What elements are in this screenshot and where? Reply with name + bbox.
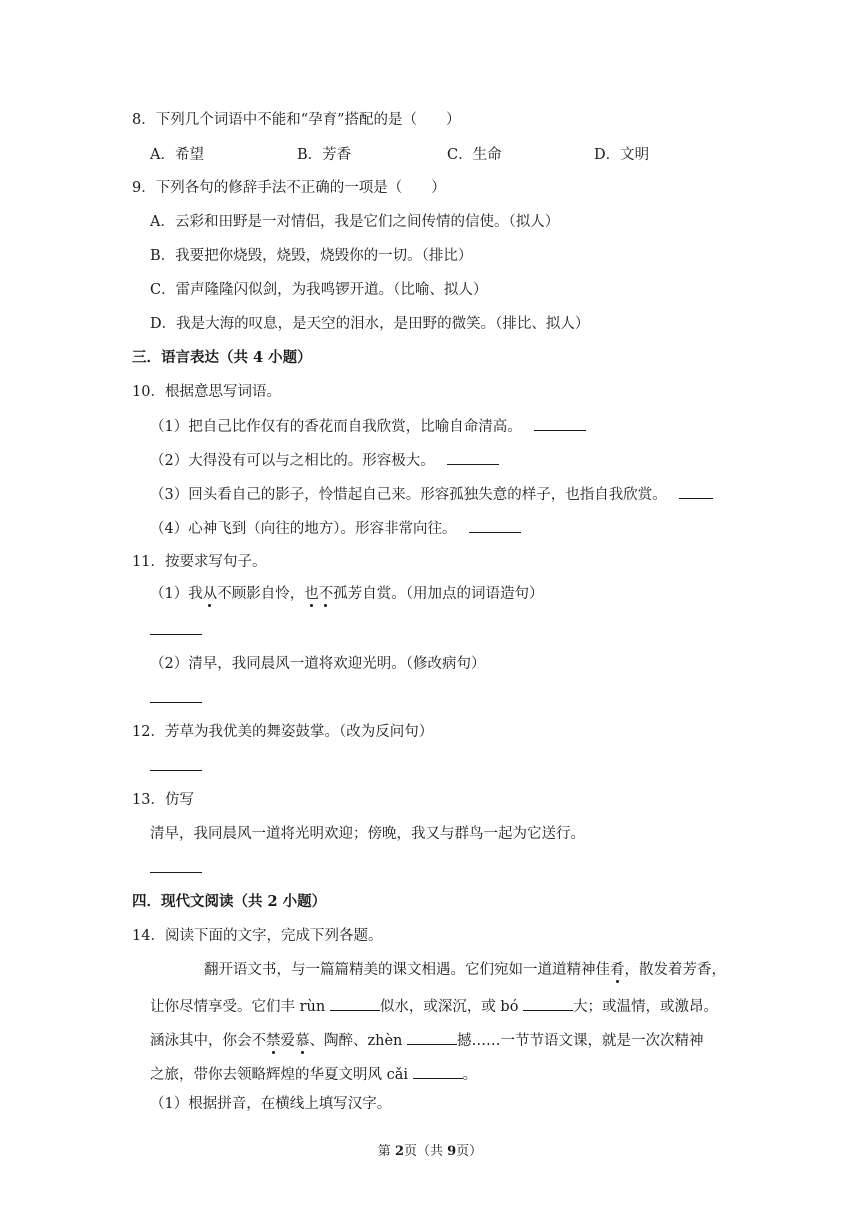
q10-item-1: [150, 416, 586, 437]
q10-item-3-text: （3）回头看自己的影子，怜惜起自己来。形容孤独失意的样子，也指自我欣赏。: [150, 487, 667, 503]
q14-stem: 14．阅读下面的文字，完成下列各题。: [132, 928, 383, 944]
q12-stem: 12．芳草为我优美的舞姿鼓掌。（改为反问句）: [132, 724, 434, 740]
dotted-char: 也: [304, 586, 319, 602]
q11-item-1-text-a: （1）我: [150, 586, 203, 602]
q14-passage-line-1: [204, 960, 726, 980]
footer-text: 页）: [456, 1144, 483, 1159]
q10-item-4-text: （4）心神飞到（向往的地方）。形容非常向往。: [150, 521, 457, 537]
passage-text: 爱: [280, 1033, 295, 1049]
q11-item-2: （2）清早，我同晨风一道将欢迎光明。（修改病句）: [150, 656, 486, 672]
passage-text: 撼……一节节语文课，就是一次次精神: [457, 1033, 704, 1049]
q14-passage-line-4: [150, 1064, 477, 1085]
passage-text: 翻开语文书，与一篇篇精美的课文相遇。它们宛如一道道精神佳: [204, 962, 610, 978]
q8-stem: 8．下列几个词语中不能和“孕育”搭配的是（ ）: [132, 112, 461, 128]
passage-text: 大；或温情，或激昂。: [573, 999, 719, 1015]
q8-option-d: D．文明: [594, 147, 650, 163]
passage-text: 之旅，带你去领略辉煌的华夏文明风 cǎi: [150, 1067, 413, 1083]
passage-text: 。: [462, 1067, 478, 1083]
q11-item-1-text-b: 不顾影自怜，: [217, 586, 305, 602]
answer-blank[interactable]: [150, 756, 202, 771]
q8-option-a: A．希望: [150, 147, 204, 163]
page-number: 2: [394, 1144, 404, 1159]
section-3-heading: 三．语言表达（共 4 小题）: [132, 349, 312, 366]
q10-item-2-text: （2）大得没有可以与之相比的。形容极大。: [150, 453, 435, 469]
q9-option-a: A．云彩和田野是一对情侣，我是它们之间传情的信使。（拟人）: [150, 214, 560, 230]
answer-blank[interactable]: [534, 416, 586, 431]
dotted-char: 不: [318, 586, 334, 602]
footer-text: 页（共: [403, 1144, 448, 1159]
q8-option-c: C．生命: [447, 147, 502, 163]
answer-blank[interactable]: [330, 996, 380, 1011]
dotted-char: 肴: [610, 962, 625, 978]
dotted-char: 慕: [295, 1033, 310, 1049]
answer-blank[interactable]: [413, 1064, 463, 1079]
answer-blank[interactable]: [407, 1030, 457, 1045]
q9-stem: 9．下列各句的修辞手法不正确的一项是（ ）: [132, 180, 446, 196]
q11-item-1-text-c: 孤芳自赏。（用加点的词语造句）: [333, 586, 544, 602]
dotted-char: 禁: [266, 1033, 281, 1049]
q14-sub-question-1: （1）根据拼音，在横线上填写汉字。: [150, 1096, 392, 1112]
passage-text: 、陶醉、zhèn: [309, 1033, 408, 1049]
q9-option-d: D．我是大海的叹息，是天空的泪水，是田野的微笑。（排比、拟人）: [150, 316, 590, 332]
q13-stem: 13．仿写: [132, 792, 194, 808]
passage-text: 让你尽情享受。它们丰 rùn: [150, 999, 330, 1015]
q14-passage-line-3: [150, 1030, 704, 1051]
q10-item-4: [150, 518, 521, 539]
q9-option-c: C．雷声隆隆闪似剑，为我鸣锣开道。（比喻、拟人）: [150, 282, 488, 298]
q13-text: 清早，我同晨风一道将光明欢迎；傍晚，我又与群鸟一起为它送行。: [150, 826, 585, 842]
q14-passage-line-2: [150, 996, 718, 1017]
q10-item-2: [150, 450, 499, 471]
passage-text: ，散发着芳香，: [624, 962, 726, 978]
q8-option-b: B．芳香: [297, 147, 352, 163]
q11-stem: 11．按要求写句子。: [132, 554, 267, 570]
answer-blank[interactable]: [150, 688, 202, 703]
page-footer: [0, 1140, 860, 1159]
answer-blank[interactable]: [523, 996, 573, 1011]
answer-blank[interactable]: [469, 518, 521, 533]
q9-option-b: B．我要把你烧毁，烧毁，烧毁你的一切。（排比）: [150, 248, 473, 264]
q10-item-1-text: （1）把自己比作仅有的香花而自我欣赏，比喻自命清高。: [150, 419, 522, 435]
q10-stem: 10．根据意思写词语。: [132, 384, 281, 400]
passage-text: 似水，或深沉，或 bó: [379, 999, 524, 1015]
q11-item-1: [150, 584, 543, 604]
footer-text: 第: [377, 1144, 395, 1159]
section-4-heading: 四．现代文阅读（共 2 小题）: [132, 893, 327, 910]
answer-blank[interactable]: [447, 450, 499, 465]
dotted-char: 从: [202, 586, 218, 602]
passage-text: 涵泳其中，你会不: [150, 1033, 266, 1049]
answer-blank[interactable]: [679, 484, 713, 499]
answer-blank[interactable]: [150, 858, 202, 873]
answer-blank[interactable]: [150, 620, 202, 635]
total-pages: 9: [447, 1144, 457, 1159]
q10-item-3: [150, 484, 713, 505]
